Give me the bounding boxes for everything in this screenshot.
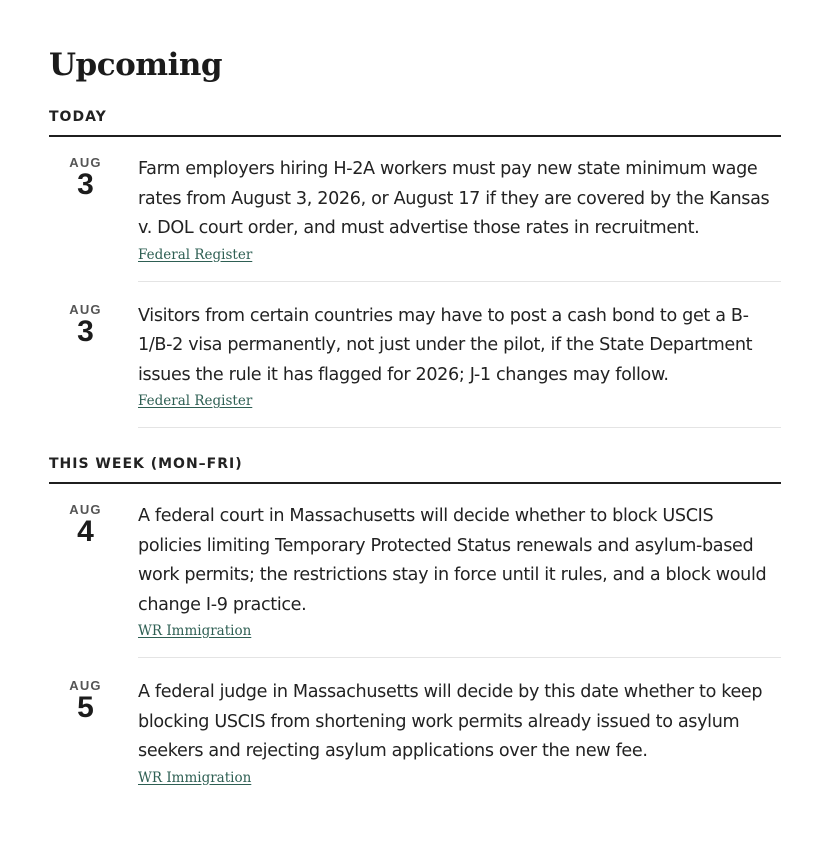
event-date [49, 155, 138, 200]
event-month: AUG [69, 678, 102, 693]
page-title: Upcoming [49, 47, 223, 83]
event-source-link[interactable]: WR Immigration [138, 623, 252, 639]
event-day: 4 [77, 515, 94, 548]
event-date [49, 678, 138, 723]
event-day: 5 [77, 691, 94, 724]
event-item [49, 282, 781, 429]
section-heading: TODAY [49, 108, 781, 137]
event-body [138, 678, 781, 787]
section-this-week [49, 455, 781, 787]
section-today [49, 108, 781, 428]
event-day: 3 [77, 314, 94, 348]
event-source-link[interactable]: Federal Register [138, 393, 253, 409]
event-body [138, 302, 781, 429]
event-day: 3 [77, 168, 94, 201]
event-item [49, 658, 781, 787]
event-date [49, 502, 138, 547]
event-date [49, 302, 138, 347]
event-item [49, 137, 781, 282]
event-month: AUG [69, 155, 102, 170]
event-description: Visitors from certain countries may have to post a cash bond to get a B-1/B-2 visa permanently, not just under the pilot, if the State Department issues the rule it has flagged for 2026; J-1 changes may follow. [138, 305, 753, 385]
event-body [138, 502, 781, 658]
event-source-link[interactable]: Federal Register [138, 246, 253, 263]
section-heading: THIS WEEK (MON–FRI) [49, 455, 781, 484]
event-body [138, 155, 781, 282]
event-month: AUG [69, 301, 102, 317]
event-description: Farm employers hiring H-2A workers must pay new state minimum wage rates from August 3, 2026, or August 17 if they are covered by the Kansas v. DOL court order, and must advertise those rates in recruitment. [138, 159, 770, 238]
event-source-link[interactable]: WR Immigration [138, 769, 252, 786]
event-description: A federal judge in Massachusetts will decide by this date whether to keep blocking USCIS from shortening work permits already issued to asylum seekers and rejecting asylum applications over the new fee. [138, 682, 763, 761]
event-item [49, 484, 781, 658]
event-month: AUG [69, 502, 102, 517]
event-description: A federal court in Massachusetts will decide whether to block USCIS policies limiting Temporary Protected Status renewals and asylum-based work permits; the restrictions stay in force until it rules, and a block would change I-9 practice. [138, 506, 767, 615]
